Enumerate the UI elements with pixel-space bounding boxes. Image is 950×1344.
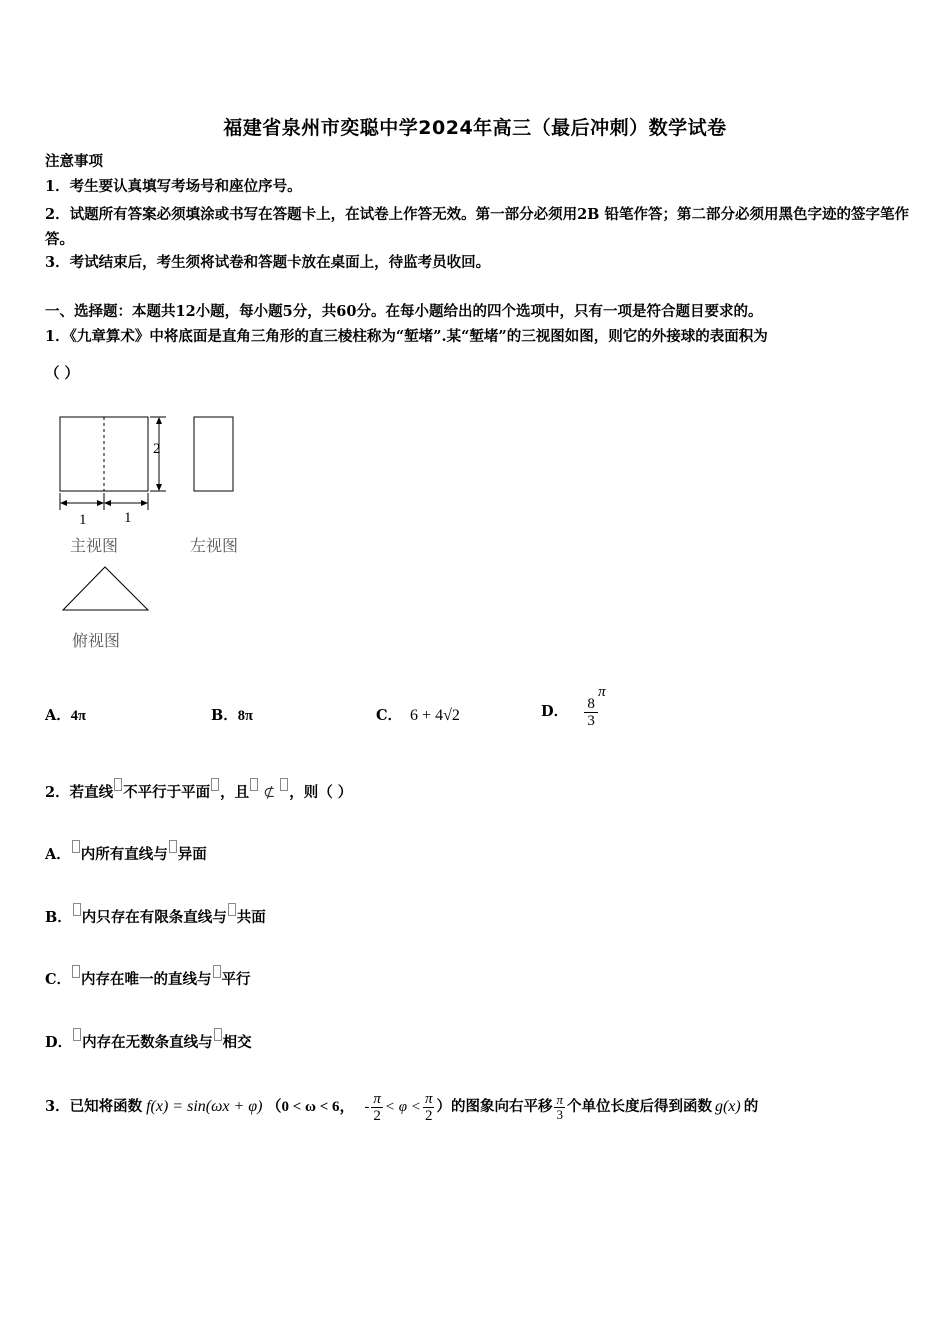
formula-placeholder-icon bbox=[280, 778, 288, 791]
q2-option-c[interactable] bbox=[45, 965, 251, 990]
question-2-stem bbox=[45, 778, 352, 803]
formula-placeholder-icon bbox=[72, 965, 80, 978]
top-view-triangle bbox=[63, 567, 148, 610]
formula-placeholder-icon bbox=[228, 903, 236, 916]
q2-option-d-text: 内存在无数条直线与 bbox=[82, 1034, 213, 1051]
front-view-label: 主视图 bbox=[70, 536, 119, 555]
q3-fraction-left-num: π bbox=[373, 1090, 381, 1107]
option-d-label: D． bbox=[541, 703, 569, 720]
q3-fraction-left bbox=[371, 1091, 383, 1124]
question-1-blank: （ ） bbox=[45, 365, 80, 382]
q2-option-d-text-end: 相交 bbox=[222, 1034, 252, 1051]
section-heading: 一、选择题：本题共12小题，每小题5分，共60分。在每小题给出的四个选项中，只有一项是符合题目要求的。 bbox=[45, 303, 763, 320]
q3-function: f(x) = sin(ωx + φ) bbox=[146, 1098, 263, 1115]
q3-omega-range: （0 < ω < 6， bbox=[266, 1099, 355, 1115]
q2-option-b-text: 内只存在有限条直线与 bbox=[81, 909, 227, 926]
not-subset-symbol: ⊄ bbox=[263, 785, 276, 801]
q3-stem-part1: 3．已知将函数 bbox=[45, 1098, 143, 1115]
q2-stem-part1: 2．若直线 bbox=[45, 784, 114, 801]
q2-option-d[interactable] bbox=[45, 1028, 252, 1053]
formula-placeholder-icon bbox=[169, 840, 177, 853]
formula-placeholder-icon bbox=[214, 1028, 222, 1041]
option-d-denominator: 3 bbox=[587, 712, 595, 729]
option-d[interactable] bbox=[541, 682, 606, 729]
q3-fraction-right bbox=[423, 1091, 435, 1124]
option-b-label: B． bbox=[211, 707, 238, 724]
formula-placeholder-icon bbox=[73, 903, 81, 916]
option-c-value: 6 + 4√2 bbox=[410, 707, 460, 724]
q2-option-b-text-end: 共面 bbox=[236, 909, 266, 926]
option-c-label: C． bbox=[376, 707, 403, 724]
page-title: 福建省泉州市奕聪中学2024年高三（最后冲刺）数学试卷 bbox=[223, 117, 727, 139]
option-b-value: 8π bbox=[237, 708, 253, 724]
q2-stem-part4: ，则（ ） bbox=[289, 784, 353, 801]
formula-placeholder-icon bbox=[211, 778, 219, 791]
q2-option-a-text-end: 异面 bbox=[177, 846, 207, 863]
q3-stem-part3: 个单位长度后得到函数 bbox=[566, 1098, 712, 1115]
q3-g-function: g(x) bbox=[714, 1098, 741, 1115]
q3-fraction-right-num: π bbox=[424, 1090, 433, 1107]
question-3-stem bbox=[45, 1084, 758, 1130]
q2-option-c-label: C． bbox=[45, 971, 72, 988]
formula-placeholder-icon bbox=[213, 965, 221, 978]
option-d-pi: π bbox=[598, 684, 606, 700]
q2-stem-part3: ，且 bbox=[220, 784, 250, 801]
q3-shift-fraction bbox=[554, 1093, 565, 1122]
formula-placeholder-icon bbox=[73, 1028, 81, 1041]
q3-minus-sign: - bbox=[364, 1099, 370, 1115]
height-dimension-label: 2 bbox=[153, 441, 161, 457]
notice-item: 3．考试结束后，考生须将试卷和答题卡放在桌面上，待监考员收回。 bbox=[45, 254, 491, 271]
side-view-label: 左视图 bbox=[190, 536, 239, 555]
option-c[interactable] bbox=[376, 706, 460, 726]
q3-fraction-right-den: 2 bbox=[424, 1107, 433, 1124]
question-1-stem: 1．《九章算术》中将底面是直角三角形的直三棱柱称为“堑堵”.某“堑堵”的三视图如图，则它的外接球的表面积为 bbox=[45, 328, 768, 345]
notice-heading: 注意事项 bbox=[45, 153, 103, 170]
q2-option-a[interactable] bbox=[45, 840, 207, 865]
formula-placeholder-icon bbox=[114, 778, 122, 791]
q3-stem-part2: ）的图象向右平移 bbox=[436, 1098, 553, 1115]
q2-option-a-text: 内所有直线与 bbox=[80, 846, 168, 863]
q3-shift-den: 3 bbox=[556, 1106, 563, 1122]
option-b[interactable] bbox=[211, 706, 253, 726]
q2-option-d-label: D． bbox=[45, 1034, 73, 1051]
q2-option-c-text: 内存在唯一的直线与 bbox=[81, 971, 212, 988]
q2-option-b[interactable] bbox=[45, 903, 266, 928]
q3-shift-num: π bbox=[556, 1091, 563, 1107]
option-d-fraction bbox=[584, 696, 598, 729]
option-a-value: 4π bbox=[70, 708, 86, 724]
formula-placeholder-icon bbox=[72, 840, 80, 853]
notice-item: 2．试题所有答案必须填涂或书写在答题卡上，在试卷上作答无效。第一部分必须用2B 铅笔作答；第二部分必须用黑色字迹的签字笔作答。 bbox=[45, 206, 909, 248]
q3-stem-part4: 的 bbox=[743, 1098, 759, 1115]
q2-stem-part2: 不平行于平面 bbox=[123, 784, 211, 801]
q3-fraction-left-den: 2 bbox=[373, 1107, 381, 1124]
width-dimension-label-right: 1 bbox=[124, 510, 132, 526]
option-a-label: A． bbox=[45, 707, 71, 724]
top-view-label: 俯视图 bbox=[72, 631, 121, 650]
option-d-numerator: 8 bbox=[587, 695, 595, 712]
q2-option-a-label: A． bbox=[45, 846, 71, 863]
option-a[interactable] bbox=[45, 706, 86, 726]
q2-option-c-text-end: 平行 bbox=[221, 971, 251, 988]
notice-item: 1．考生要认真填写考场号和座位序号。 bbox=[45, 178, 302, 195]
q2-option-b-label: B． bbox=[45, 909, 72, 926]
q3-phi-inequality: < φ < bbox=[384, 1099, 421, 1115]
side-view-rect bbox=[194, 417, 233, 491]
formula-placeholder-icon bbox=[250, 778, 258, 791]
width-dimension-label-left: 1 bbox=[79, 512, 87, 528]
